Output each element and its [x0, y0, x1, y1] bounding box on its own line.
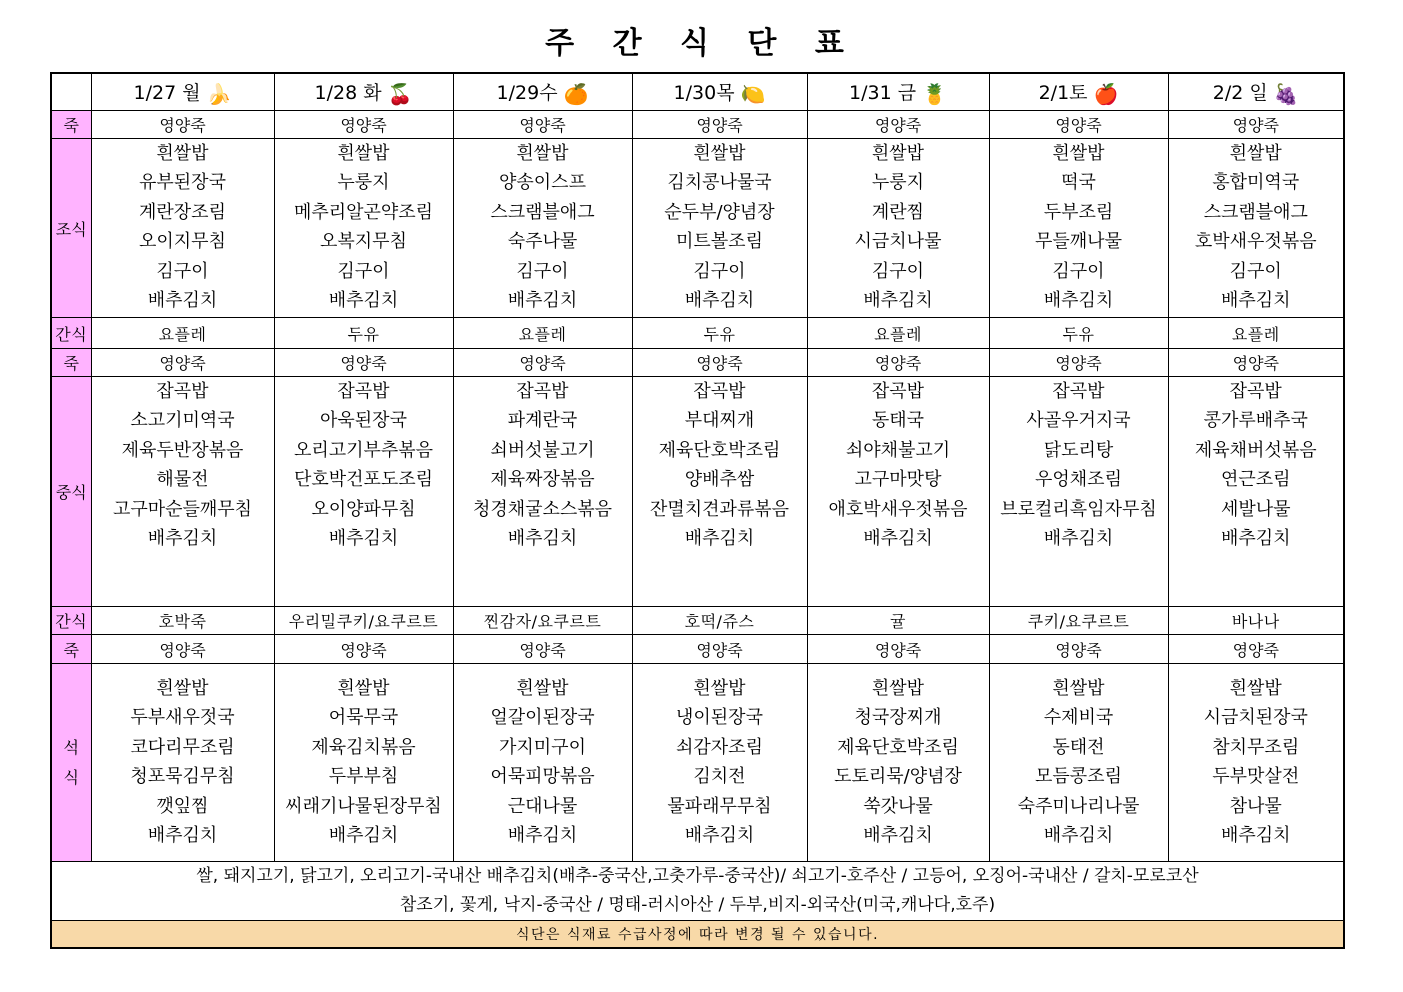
menu-item: 배추김치: [328, 528, 399, 550]
menu-item: 애호박새우젓볶음: [828, 498, 968, 520]
cherry-icon: 🍒: [387, 82, 413, 106]
breakfast-label: 조식: [51, 139, 91, 318]
menu-item: 배추김치: [1043, 528, 1114, 550]
menu-item: 배추김치: [507, 528, 578, 550]
menu-item: 무들깨나물: [1035, 231, 1122, 253]
menu-item: 배추김치: [684, 290, 755, 312]
menu-item: 배추김치: [684, 825, 755, 847]
menu-item: 동태전: [1052, 736, 1105, 758]
dinner-label-1: 석: [63, 737, 79, 757]
menu-item: 흰쌀밥: [156, 678, 209, 699]
snack-cell: 찐감자/요쿠르트: [453, 607, 632, 635]
day-date: 1/31 금: [849, 82, 917, 104]
day-header: [632, 73, 807, 111]
menu-item: 제육단호박조림: [658, 439, 781, 461]
porridge-cell: 영양죽: [1168, 111, 1344, 139]
menu-item: 떡국: [1061, 172, 1096, 194]
day-date: 1/28 화: [314, 82, 382, 104]
porridge-cell: 영양죽: [807, 635, 989, 664]
snack-cell: 두유: [989, 318, 1168, 349]
menu-item: 청포묵김무침: [130, 766, 235, 788]
menu-item: 숙주미나리나물: [1017, 795, 1140, 817]
porridge-label: 죽: [51, 635, 91, 664]
afternoon-snack-row: [51, 607, 1344, 635]
menu-item: 흰쌀밥: [337, 678, 390, 699]
menu-item: 숙주나물: [507, 231, 578, 253]
menu-item: 김구이: [1229, 260, 1282, 282]
menu-item: 스크램블애그: [490, 201, 595, 223]
menu-item: 참치무조림: [1212, 736, 1300, 758]
menu-item: 오이지무침: [139, 231, 226, 253]
menu-item: 흰쌀밥: [516, 143, 569, 164]
snack-cell: 호떡/쥬스: [632, 607, 807, 635]
lunch-cell: [91, 377, 274, 607]
menu-item: 흰쌀밥: [693, 678, 746, 699]
menu-item: 배추김치: [863, 528, 933, 550]
menu-item: 동태국: [871, 410, 925, 432]
menu-item: 흰쌀밥: [871, 678, 925, 699]
menu-item: 브로컬리흑임자무침: [1000, 498, 1157, 520]
menu-item: 흰쌀밥: [1229, 143, 1282, 164]
menu-item: 배추김치: [328, 825, 399, 847]
porridge-label: 죽: [51, 111, 91, 139]
menu-item: 두부새우젓국: [130, 707, 235, 729]
porridge-label: 죽: [51, 349, 91, 377]
porridge-cell: 영양죽: [453, 635, 632, 664]
weekly-menu-table: [50, 72, 1345, 949]
menu-item: 계란장조림: [139, 201, 226, 223]
breakfast-row: [51, 139, 1344, 318]
breakfast-cell: [632, 139, 807, 318]
menu-item: 어묵무국: [328, 707, 399, 729]
porridge-cell: 영양죽: [274, 111, 453, 139]
menu-item: 배추김치: [507, 825, 578, 847]
menu-item: 스크램블애그: [1203, 201, 1308, 223]
porridge-cell: 영양죽: [989, 635, 1168, 664]
menu-item: 잡곡밥: [156, 381, 209, 402]
menu-item: 김치콩나물국: [667, 172, 772, 194]
menu-item: 배추김치: [507, 290, 578, 312]
menu-item: 배추김치: [147, 290, 218, 312]
day-date: 2/2 일: [1212, 82, 1268, 104]
menu-item: 계란찜: [871, 201, 925, 223]
dinner-cell: [274, 664, 453, 862]
breakfast-cell: [1168, 139, 1344, 318]
menu-item: 우엉채조림: [1035, 469, 1122, 491]
menu-item: 사골우거지국: [1026, 410, 1131, 432]
menu-item: 배추김치: [863, 290, 933, 312]
dinner-cell: [807, 664, 989, 862]
menu-item: 얼갈이된장국: [490, 707, 595, 729]
menu-item: 배추김치: [147, 825, 218, 847]
menu-item: 순두부/양념장: [664, 201, 775, 223]
menu-item: 제육두반장볶음: [121, 439, 244, 461]
porridge-cell: 영양죽: [807, 111, 989, 139]
porridge-cell: 영양죽: [91, 111, 274, 139]
menu-item: 고구마맛탕: [854, 469, 942, 491]
menu-item: 흰쌀밥: [516, 678, 569, 699]
orange-icon: 🍊: [563, 82, 589, 106]
menu-item: 어묵피망볶음: [490, 766, 595, 788]
menu-item: 잡곡밥: [516, 381, 569, 402]
dinner-cell: [91, 664, 274, 862]
menu-item: 고구마순들깨무침: [112, 498, 253, 520]
menu-item: 두부맛살전: [1212, 766, 1300, 788]
menu-item: 배추김치: [1220, 825, 1291, 847]
dinner-cell: [989, 664, 1168, 862]
breakfast-cell: [453, 139, 632, 318]
day-header: [453, 73, 632, 111]
menu-item: 오리고기부추볶음: [293, 439, 434, 461]
menu-item: 메추리알곤약조림: [293, 201, 434, 223]
menu-item: 흰쌀밥: [1229, 678, 1282, 699]
lunch-cell: [453, 377, 632, 607]
menu-item: 흰쌀밥: [337, 143, 390, 164]
breakfast-cell: [274, 139, 453, 318]
menu-item: 청국장찌개: [854, 707, 942, 729]
breakfast-cell: [989, 139, 1168, 318]
menu-item: 김치전: [693, 766, 746, 788]
snack-label: 간식: [51, 607, 91, 635]
menu-item: 가지미구이: [499, 736, 586, 758]
menu-item: 배추김치: [328, 290, 399, 312]
porridge-cell: 영양죽: [632, 111, 807, 139]
day-header: [274, 73, 453, 111]
origin-info: [51, 862, 1344, 921]
porridge-cell: 영양죽: [274, 635, 453, 664]
dinner-label: [51, 664, 91, 862]
menu-item: 오복지무침: [320, 231, 407, 253]
menu-item: 배추김치: [147, 528, 218, 550]
menu-item: 제육단호박조림: [837, 736, 959, 758]
lunch-cell: [1168, 377, 1344, 607]
menu-item: 제육김치볶음: [311, 736, 416, 758]
dinner-cell: [1168, 664, 1344, 862]
snack-cell: 두유: [274, 318, 453, 349]
menu-item: 도토리묵/양념장: [834, 766, 962, 788]
breakfast-cell: [91, 139, 274, 318]
morning-snack-row: [51, 318, 1344, 349]
menu-item: 콩가루배추국: [1203, 410, 1308, 432]
menu-item: 제육채버섯볶음: [1194, 439, 1317, 461]
menu-item: 모듬콩조림: [1035, 766, 1122, 788]
menu-item: 잡곡밥: [871, 381, 925, 402]
porridge-cell: 영양죽: [989, 349, 1168, 377]
menu-item: 김구이: [871, 260, 925, 282]
menu-item: 닭도리탕: [1043, 439, 1114, 461]
snack-cell: 바나나: [1168, 607, 1344, 635]
menu-item: 흰쌀밥: [1052, 143, 1105, 164]
menu-item: 잡곡밥: [1229, 381, 1282, 402]
menu-item: 단호박건포도조림: [293, 469, 434, 491]
day-date: 1/30목: [673, 82, 735, 104]
porridge-cell: 영양죽: [632, 635, 807, 664]
menu-item: 근대나물: [507, 795, 578, 817]
menu-item: 연근조림: [1220, 469, 1291, 491]
menu-item: 씨래기나물된장무침: [285, 795, 442, 817]
menu-item: 쇠감자조림: [676, 736, 763, 758]
porridge-cell: 영양죽: [807, 349, 989, 377]
menu-item: 홍합미역국: [1212, 172, 1300, 194]
day-header: [989, 73, 1168, 111]
notice-row: [51, 921, 1344, 949]
menu-item: 제육짜장볶음: [490, 469, 595, 491]
menu-item: 청경채굴소스볶음: [472, 498, 613, 520]
menu-item: 호박새우젓볶음: [1194, 231, 1317, 253]
dinner-row: [51, 664, 1344, 862]
porridge-cell: 영양죽: [1168, 635, 1344, 664]
menu-item: 누룽지: [871, 172, 925, 194]
notice-text: 식단은 식재료 수급사정에 따라 변경 될 수 있습니다.: [51, 921, 1344, 949]
menu-item: 깻잎찜: [156, 795, 209, 817]
snack-cell: 요플레: [453, 318, 632, 349]
porridge-cell: 영양죽: [632, 349, 807, 377]
lunch-cell: [632, 377, 807, 607]
menu-item: 배추김치: [1043, 290, 1114, 312]
menu-item: 잡곡밥: [337, 381, 390, 402]
menu-item: 아욱된장국: [320, 410, 407, 432]
pineapple-icon: 🍍: [922, 82, 947, 106]
day-header: [1168, 73, 1344, 111]
origin-line-1: 쌀, 돼지고기, 닭고기, 오리고기-국내산 배추김치(배추-중국산,고춧가루-중국산)/ 쇠고기-호주산 / 고등어, 오징어-국내산 / 갈치-모로코산: [196, 866, 1199, 886]
menu-item: 김구이: [516, 260, 569, 282]
porridge-cell: 영양죽: [91, 635, 274, 664]
menu-item: 배추김치: [1220, 528, 1291, 550]
lunch-porridge-row: [51, 349, 1344, 377]
origin-line-2: 참조기, 꽃게, 낙지-중국산 / 명태-러시아산 / 두부,비지-외국산(미국,캐나다,호주): [399, 895, 996, 915]
porridge-cell: 영양죽: [1168, 349, 1344, 377]
snack-cell: 우리밀쿠키/요쿠르트: [274, 607, 453, 635]
menu-item: 물파래무무침: [667, 795, 772, 817]
menu-item: 코다리무조림: [130, 736, 235, 758]
menu-item: 세발나물: [1220, 498, 1291, 520]
apple-icon: 🍎: [1093, 82, 1119, 106]
menu-item: 참나물: [1229, 795, 1282, 817]
menu-item: 양송이스프: [499, 172, 586, 194]
dinner-porridge-row: [51, 635, 1344, 664]
day-header: [807, 73, 989, 111]
menu-item: 김구이: [1052, 260, 1105, 282]
snack-cell: 두유: [632, 318, 807, 349]
porridge-cell: 영양죽: [989, 111, 1168, 139]
menu-item: 흰쌀밥: [1052, 678, 1105, 699]
menu-item: 잔멸치견과류볶음: [649, 498, 790, 520]
porridge-cell: 영양죽: [274, 349, 453, 377]
lunch-cell: [989, 377, 1168, 607]
day-date: 2/1토: [1038, 82, 1088, 104]
porridge-cell: 영양죽: [453, 349, 632, 377]
menu-item: 시금치된장국: [1203, 707, 1308, 729]
breakfast-cell: [807, 139, 989, 318]
header-row: [51, 73, 1344, 111]
menu-item: 김구이: [693, 260, 746, 282]
menu-item: 잡곡밥: [693, 381, 746, 402]
page-title: 주 간 식 단 표: [545, 26, 858, 61]
menu-item: 미트볼조림: [676, 231, 763, 253]
menu-item: 잡곡밥: [1052, 381, 1105, 402]
snack-cell: 요플레: [91, 318, 274, 349]
menu-item: 쇠야채불고기: [845, 439, 951, 461]
dinner-cell: [453, 664, 632, 862]
banana-icon: 🍌: [206, 82, 232, 106]
menu-item: 양배추쌈: [684, 469, 755, 491]
menu-item: 소고기미역국: [130, 410, 235, 432]
snack-cell: 요플레: [807, 318, 989, 349]
menu-item: 냉이된장국: [676, 707, 763, 729]
grape-icon: 🍇: [1273, 82, 1299, 106]
menu-item: 배추김치: [1220, 290, 1291, 312]
menu-item: 흰쌀밥: [871, 143, 925, 164]
menu-item: 오이양파무침: [311, 498, 416, 520]
menu-item: 부대찌개: [684, 410, 755, 432]
dinner-label-2: 식: [63, 767, 79, 787]
menu-item: 배추김치: [684, 528, 755, 550]
menu-item: 쑥갓나물: [863, 795, 933, 817]
day-date: 1/29수: [496, 82, 558, 104]
menu-item: 유부된장국: [139, 172, 226, 194]
menu-item: 김구이: [337, 260, 390, 282]
lunch-cell: [807, 377, 989, 607]
lemon-icon: 🍋: [740, 82, 766, 106]
menu-item: 흰쌀밥: [693, 143, 746, 164]
porridge-cell: 영양죽: [91, 349, 274, 377]
lunch-row: [51, 377, 1344, 607]
menu-item: 파계란국: [507, 410, 578, 432]
day-date: 1/27 월: [133, 82, 201, 104]
lunch-label: 중식: [51, 377, 91, 607]
menu-item: 배추김치: [1043, 825, 1114, 847]
day-header: [91, 73, 274, 111]
menu-item: 시금치나물: [854, 231, 942, 253]
menu-item: 해물전: [156, 469, 209, 491]
menu-item: 두부조림: [1043, 201, 1114, 223]
snack-cell: 요플레: [1168, 318, 1344, 349]
snack-cell: 호박죽: [91, 607, 274, 635]
menu-item: 수제비국: [1043, 707, 1114, 729]
menu-item: 김구이: [156, 260, 209, 282]
porridge-cell: 영양죽: [453, 111, 632, 139]
corner-cell: [51, 73, 91, 111]
breakfast-porridge-row: [51, 111, 1344, 139]
lunch-cell: [274, 377, 453, 607]
snack-cell: 쿠키/요쿠르트: [989, 607, 1168, 635]
menu-item: 누룽지: [337, 172, 390, 194]
snack-cell: 귤: [807, 607, 989, 635]
snack-label: 간식: [51, 318, 91, 349]
menu-item: 쇠버섯불고기: [490, 439, 595, 461]
menu-item: 배추김치: [863, 825, 933, 847]
menu-item: 흰쌀밥: [156, 143, 209, 164]
menu-item: 두부부침: [328, 766, 399, 788]
origin-row: [51, 862, 1344, 921]
dinner-cell: [632, 664, 807, 862]
